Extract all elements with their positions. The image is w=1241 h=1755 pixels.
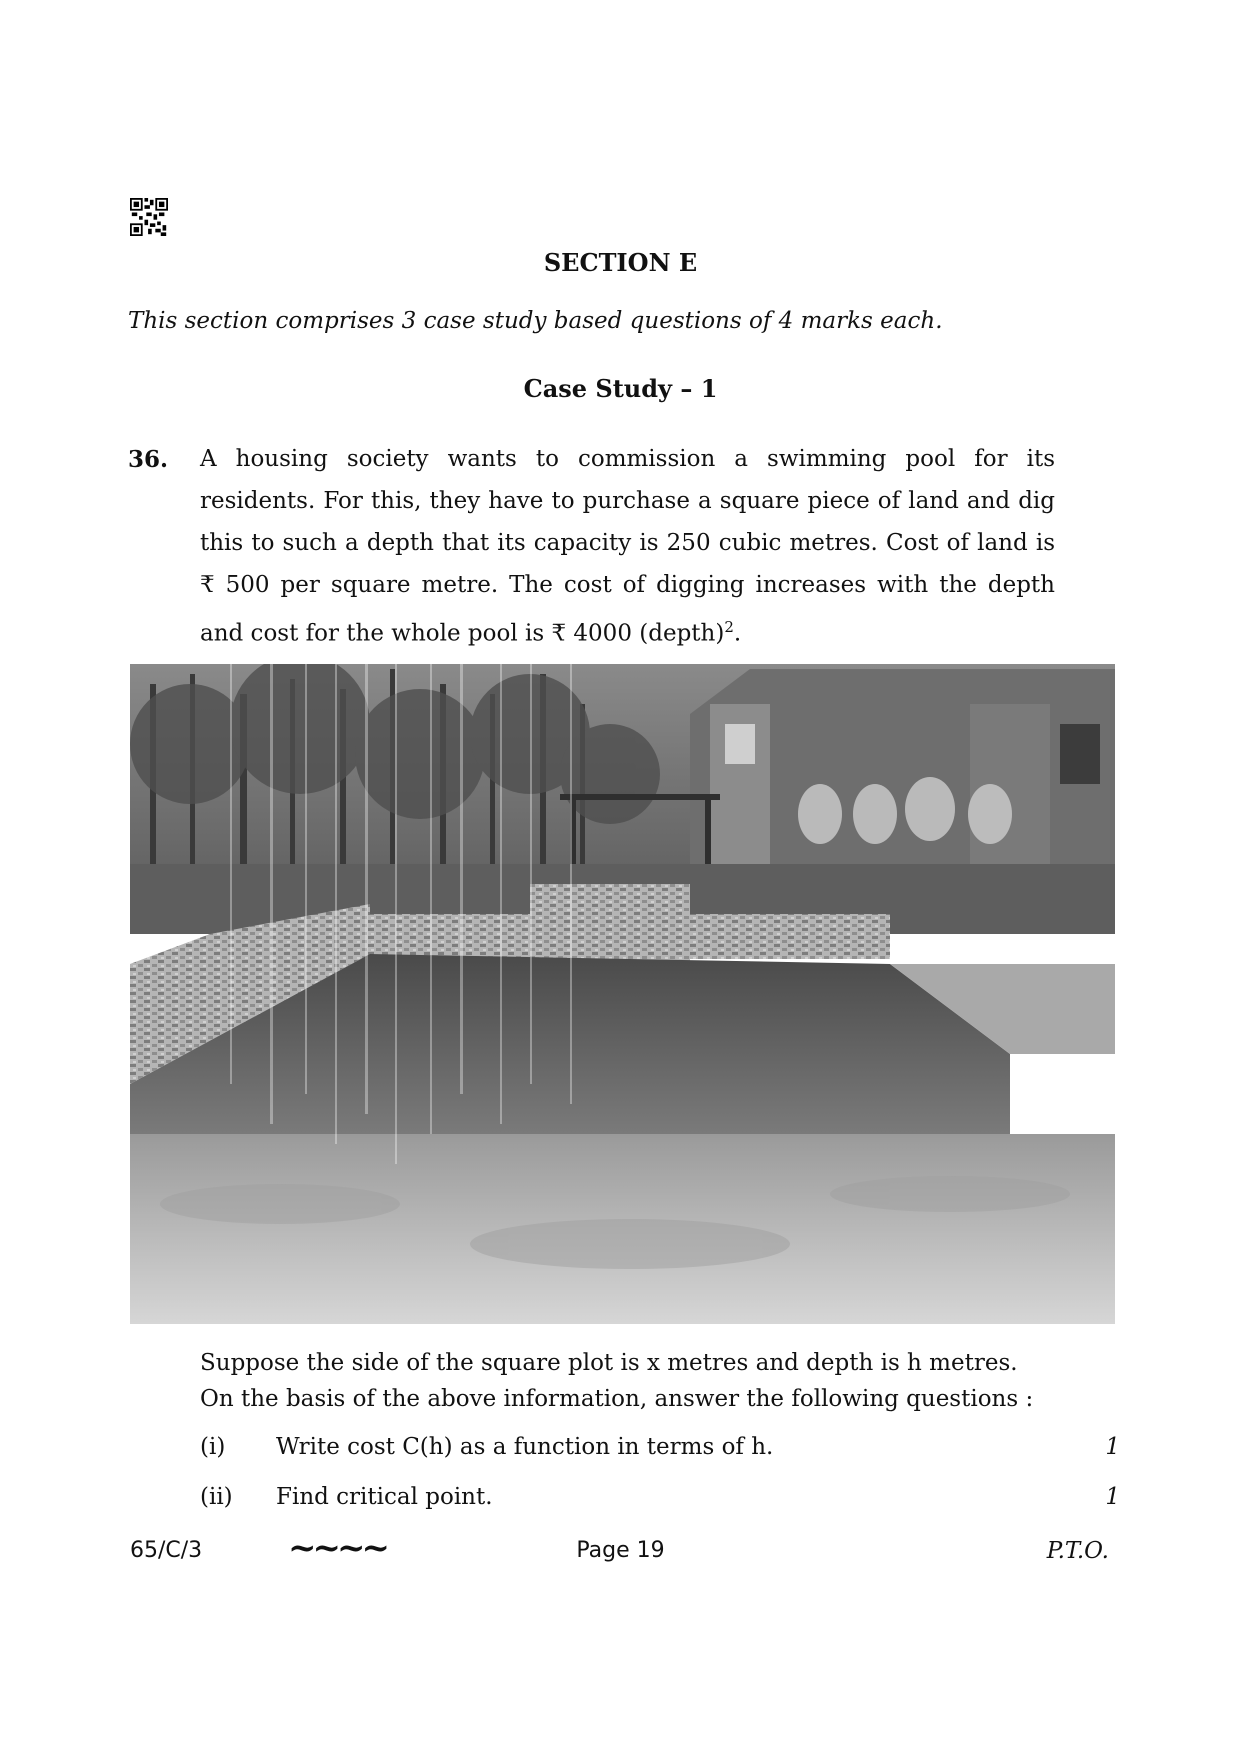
question-number: 36. [128, 446, 169, 473]
question-text-end: . [733, 620, 742, 647]
section-intro: This section comprises 3 case study based questions of 4 marks each. [128, 308, 943, 334]
part-text: Find critical point. [276, 1484, 493, 1510]
supposition-line-2: On the basis of the above information, answer the following questions : [200, 1386, 1034, 1412]
supposition-line-1: Suppose the side of the square plot is x metres and depth is h metres. [200, 1350, 1018, 1376]
question-text-superscript: 2 [724, 618, 734, 636]
part-marks: 1 [1105, 1434, 1120, 1460]
question-text-main: A housing society wants to commission a swimming pool for its residents. For this, they have to purchase a square piece of land and dig this to such a depth that its capacity is 250 cubic metres. Cost of land is ₹ 500 per square metre. The cost of digging increases with the depth and cost for the whole pool is ₹ 4000 (depth) [200, 446, 1055, 647]
footer-tilde: ~~~~ [288, 1528, 386, 1568]
pto-label: P.T.O. [1046, 1538, 1109, 1564]
part-marks: 1 [1105, 1484, 1120, 1510]
case-study-title: Case Study – 1 [523, 374, 718, 403]
swimming-pool-photo [130, 664, 1115, 1324]
part-label: (i) [200, 1434, 226, 1460]
question-text [200, 438, 1055, 655]
page-number: Page 19 [576, 1538, 665, 1563]
part-label: (ii) [200, 1484, 233, 1510]
part-text: Write cost C(h) as a function in terms of h. [276, 1434, 774, 1460]
qr-code-icon [130, 198, 168, 236]
paper-code: 65/C/3 [130, 1538, 203, 1563]
section-title: SECTION E [543, 248, 698, 277]
